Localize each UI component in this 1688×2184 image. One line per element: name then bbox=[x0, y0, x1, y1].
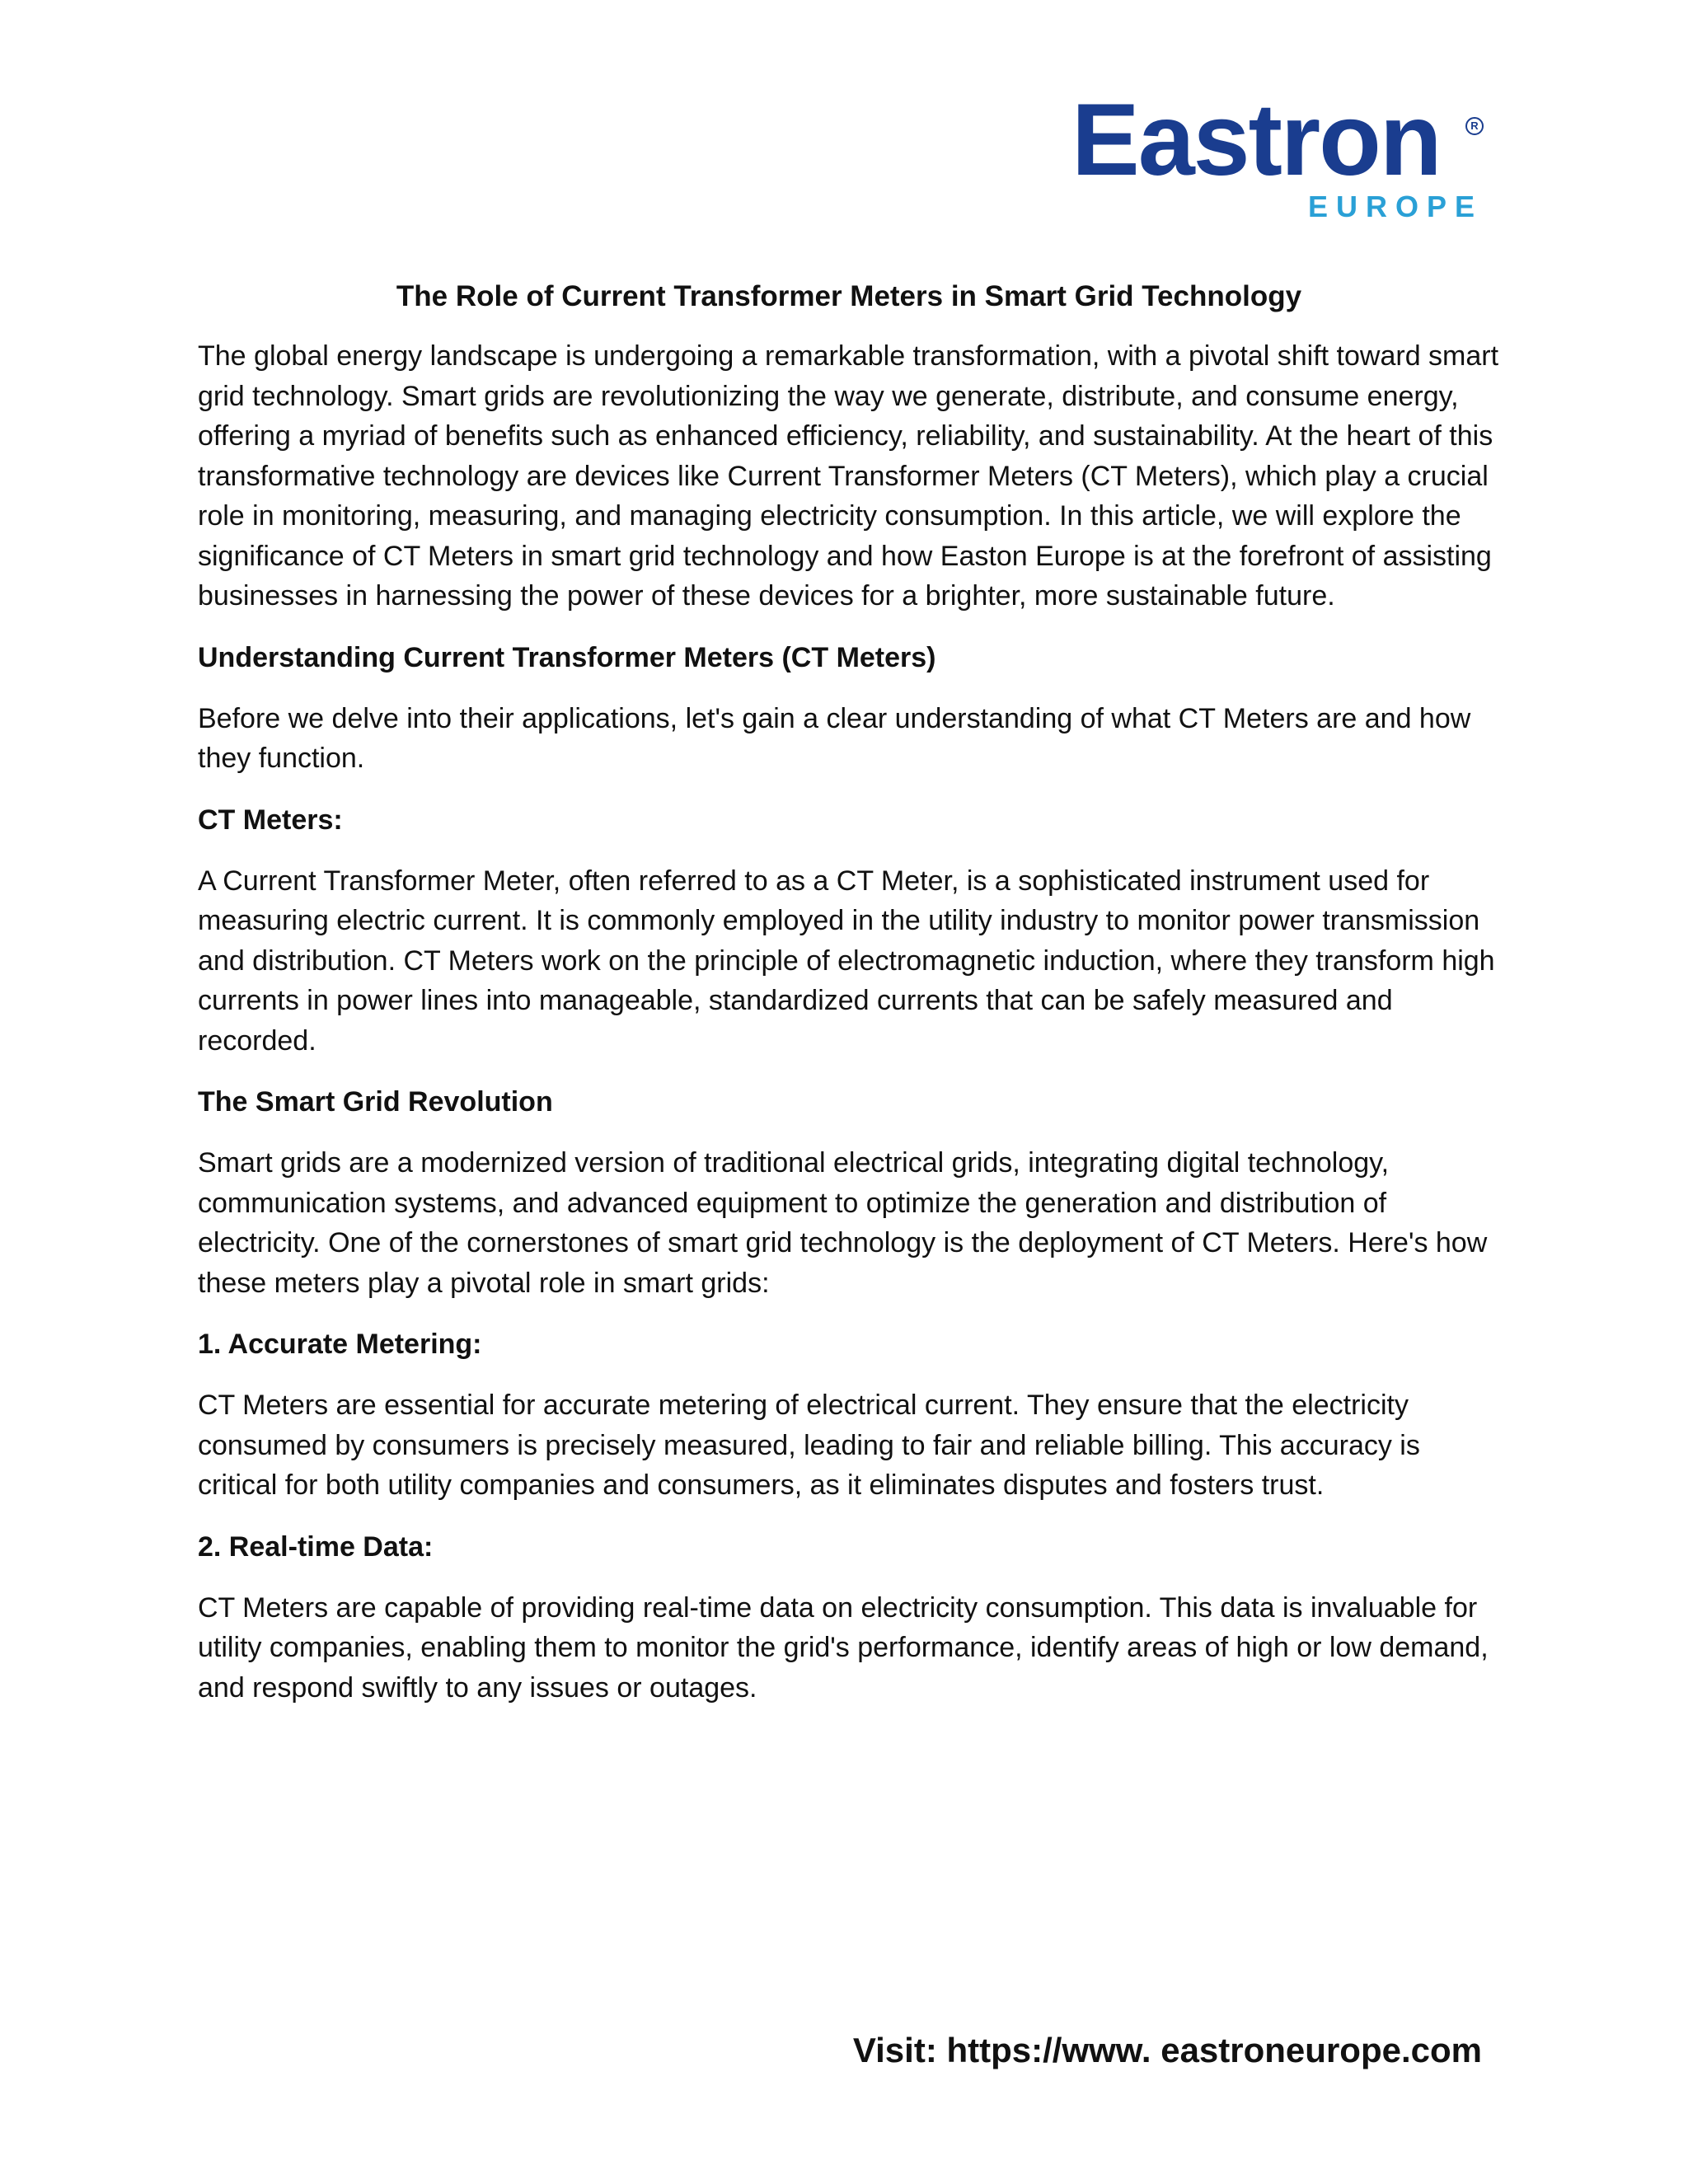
section-text-real-time-data: CT Meters are capable of providing real-time data on electricity consumption. This data is invaluable for utility companies, enabling them to monitor the grid's performance, identify areas of high or low demand, and respond swiftly to any issues or outages. bbox=[198, 1591, 1489, 1704]
section-heading-accurate-metering: 1. Accurate Metering: bbox=[198, 1329, 482, 1360]
document-title: The Role of Current Transformer Meters in Smart Grid Technology bbox=[396, 280, 1302, 312]
logo-subtitle: EUROPE bbox=[1308, 190, 1484, 223]
section-heading-smart-grid: The Smart Grid Revolution bbox=[198, 1086, 553, 1118]
registered-mark-icon: R bbox=[1465, 117, 1484, 135]
logo-wordmark: Eastron bbox=[1071, 83, 1441, 197]
section-heading-real-time-data: 2. Real-time Data: bbox=[198, 1530, 434, 1563]
document-body bbox=[198, 277, 1500, 1729]
eastron-europe-logo bbox=[1071, 83, 1484, 223]
footer-visit-link[interactable]: Visit: https://www. eastroneurope.com bbox=[852, 2031, 1482, 2069]
section-text-accurate-metering: CT Meters are essential for accurate metering of electrical current. They ensure that the electricity consumed by consumers is precisely measured, leading to fair and reliable billing. This accuracy is critical for both utility companies and consumers, as it eliminates disputes and fosters trust. bbox=[198, 1390, 1420, 1501]
section-text-understanding: Before we delve into their applications, let's gain a clear understanding of what CT Meters are and how they function. bbox=[198, 702, 1471, 774]
section-text-smart-grid: Smart grids are a modernized version of traditional electrical grids, integrating digital technology, communication systems, and advanced equipment to optimize the generation and distribution of electricity. One of the cornerstones of smart grid technology is the deployment of CT Meters. Here's how these meters play a pivotal role in smart grids: bbox=[198, 1147, 1488, 1299]
intro-paragraph: The global energy landscape is undergoing a remarkable transformation, with a pivotal shift toward smart grid technology. Smart grids are revolutionizing the way we generate, distribute, and consume energy, offering a myriad of benefits such as enhanced efficiency, reliability, and sustainability. At the heart of this transformative technology are devices like Current Transformer Meters (CT Meters), which play a crucial role in monitoring, measuring, and managing electricity consumption. In this article, we will explore the significance of CT Meters in smart grid technology and how Easton Europe is at the forefront of assisting businesses in harnessing the power of these devices for a brighter, more sustainable future. bbox=[198, 340, 1499, 612]
section-heading-ct-meters: CT Meters: bbox=[198, 804, 343, 836]
section-text-ct-meters: A Current Transformer Meter, often referred to as a CT Meter, is a sophisticated instrument used for measuring electric current. It is commonly employed in the utility industry to monitor power transmission and distribution. CT Meters work on the principle of electromagnetic induction, where they transform high currents in power lines into manageable, standardized currents that can be safely measured and recorded. bbox=[198, 865, 1495, 1057]
section-heading-understanding: Understanding Current Transformer Meters (CT Meters) bbox=[198, 641, 936, 673]
